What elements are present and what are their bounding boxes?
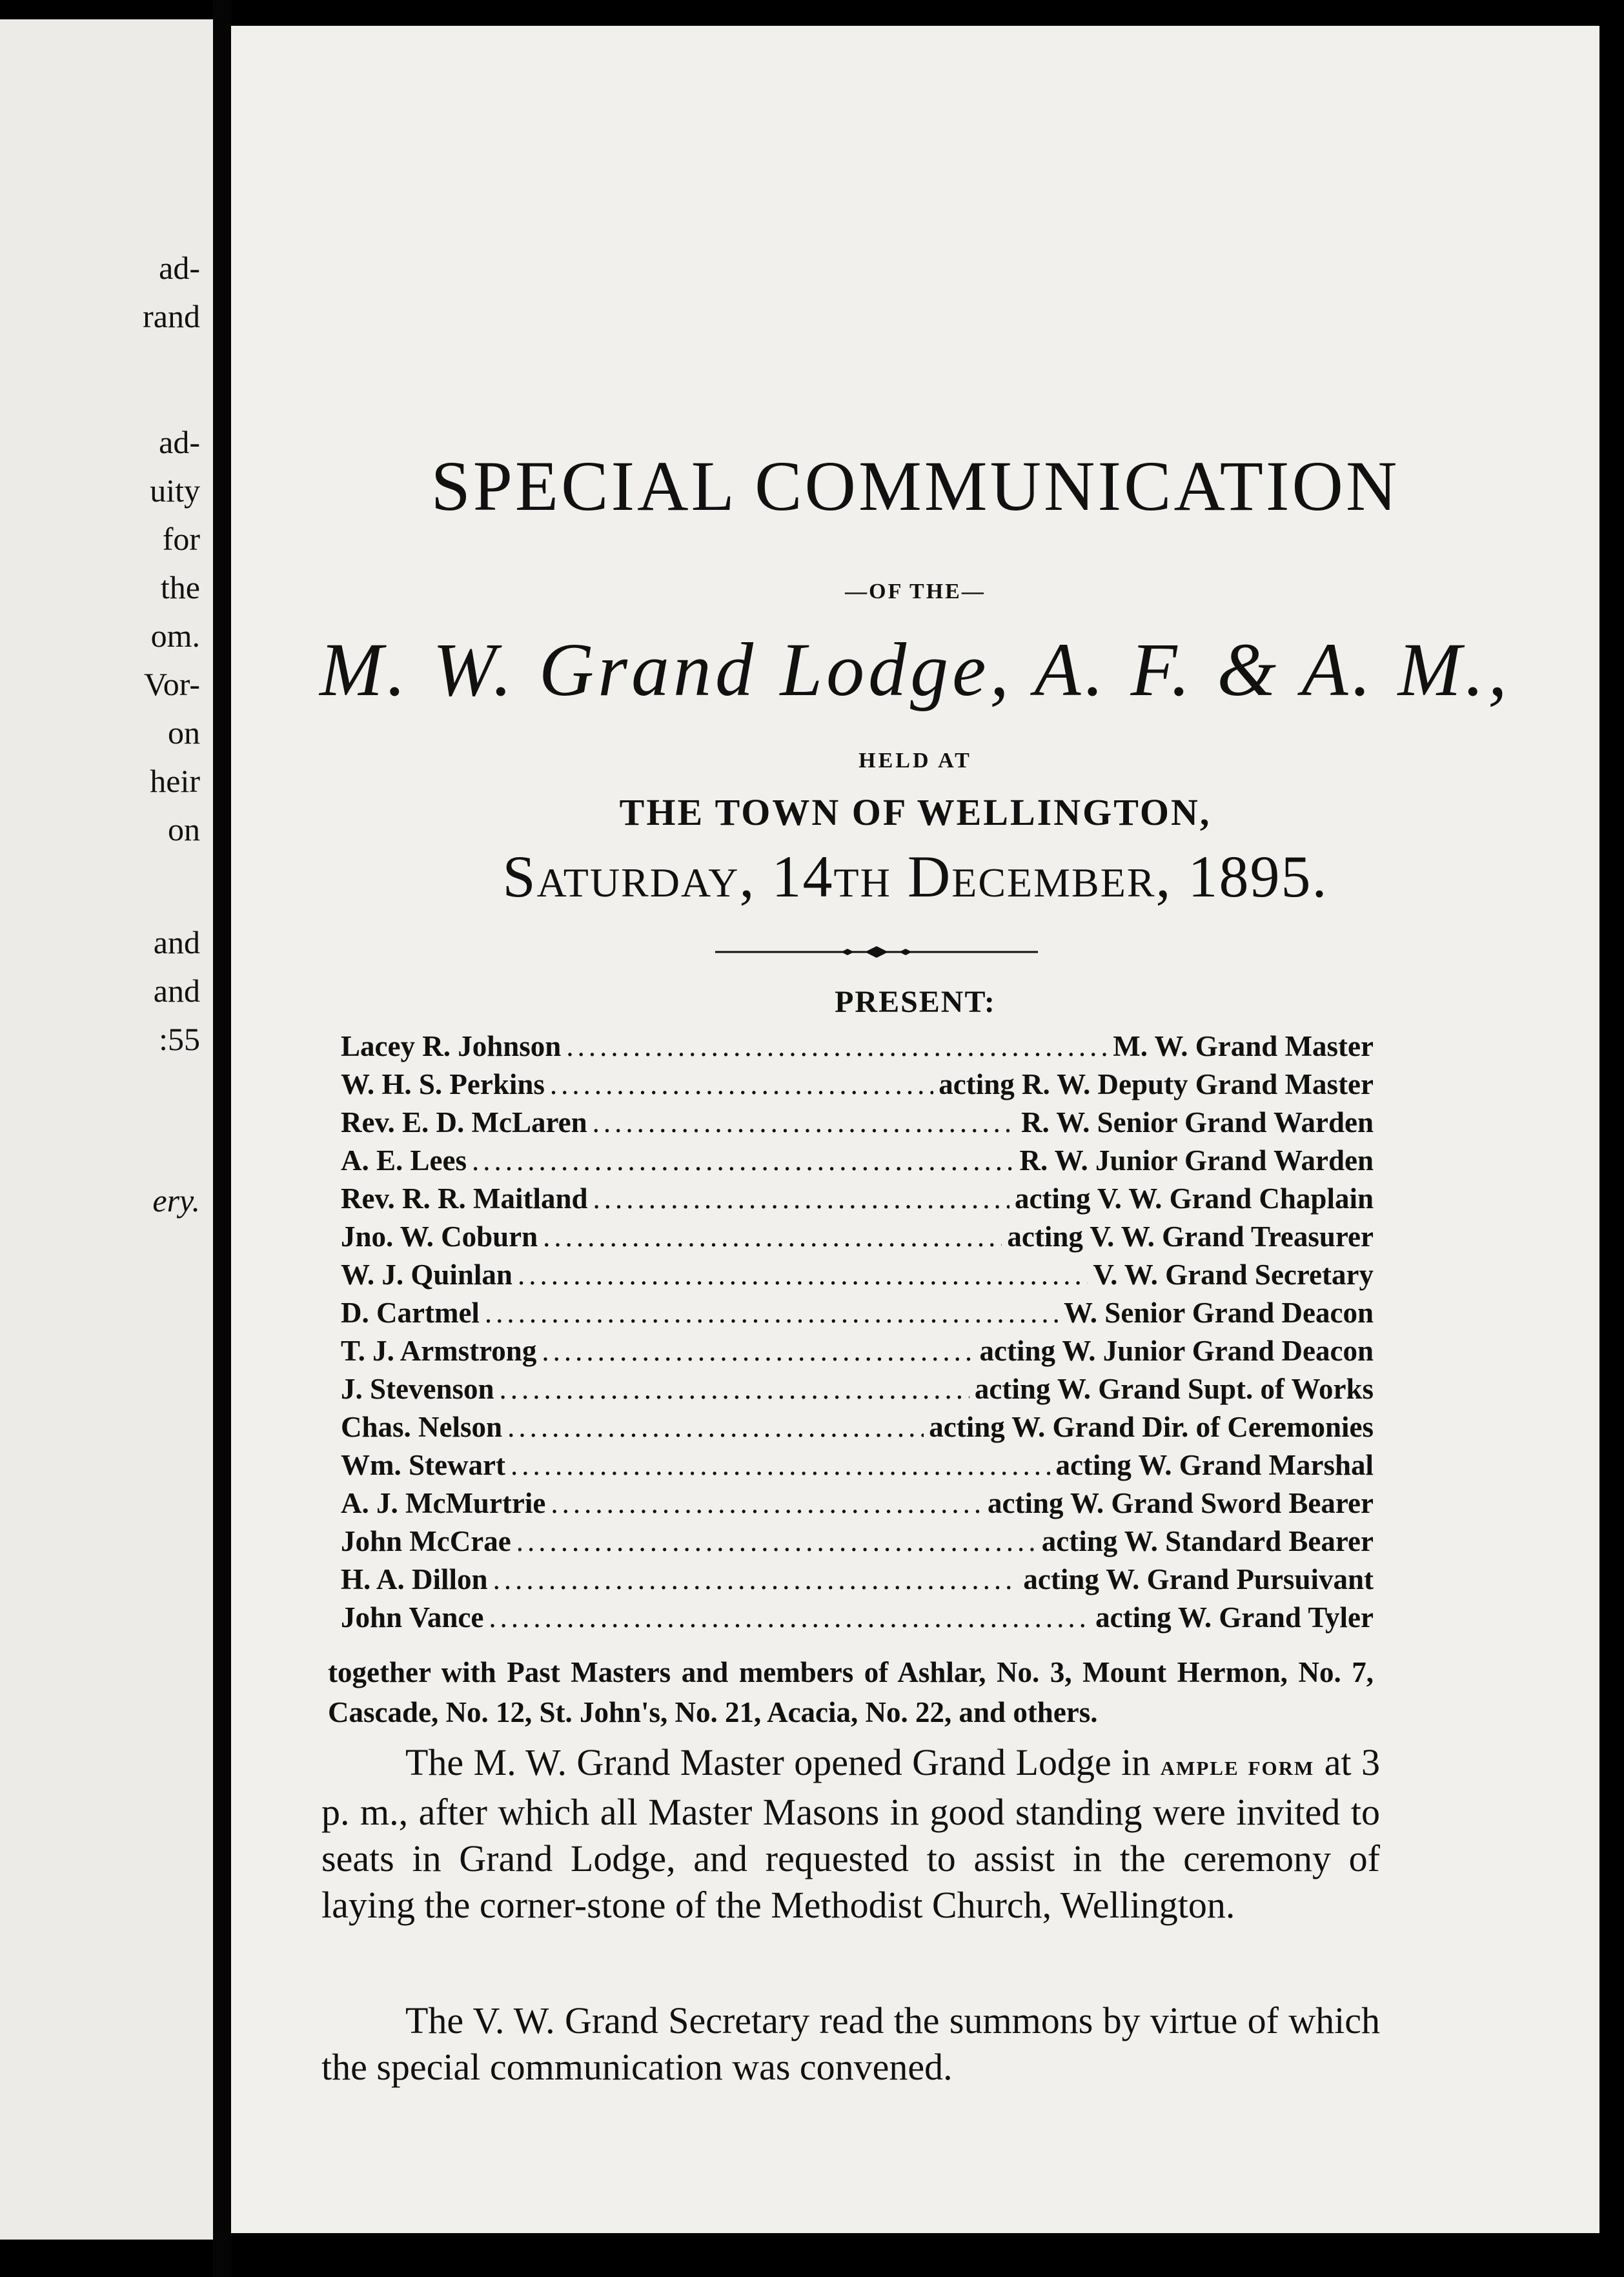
roster-row bbox=[341, 1068, 1374, 1106]
leader-dots bbox=[511, 1448, 1051, 1482]
left-page-line: and bbox=[153, 924, 200, 960]
leader-dots bbox=[550, 1068, 933, 1101]
roster-row bbox=[341, 1296, 1374, 1334]
roster-row bbox=[341, 1144, 1374, 1182]
leader-dots bbox=[518, 1258, 1088, 1291]
roster-row bbox=[341, 1524, 1374, 1563]
left-page-line: for bbox=[162, 521, 200, 557]
left-page-line: ad- bbox=[159, 424, 200, 460]
officer-office: acting W. Grand Tyler bbox=[1095, 1601, 1374, 1634]
officer-name: Chas. Nelson bbox=[341, 1411, 503, 1443]
left-page-line: on bbox=[168, 714, 200, 751]
meeting-date-text: Saturday, 14th December, 1895. bbox=[502, 844, 1328, 909]
leader-dots bbox=[542, 1334, 974, 1368]
roster-row bbox=[341, 1029, 1374, 1068]
officer-office: acting W. Grand Sword Bearer bbox=[988, 1487, 1374, 1519]
officer-office: acting V. W. Grand Chaplain bbox=[1014, 1182, 1374, 1215]
officer-roster bbox=[341, 1029, 1374, 1639]
roster-row bbox=[341, 1106, 1374, 1144]
roster-row bbox=[341, 1448, 1374, 1486]
roster-row bbox=[341, 1182, 1374, 1220]
left-page-line: the bbox=[160, 569, 200, 605]
leader-dots bbox=[485, 1296, 1059, 1330]
body-paragraph bbox=[321, 1739, 1380, 1928]
leader-dots bbox=[493, 1563, 1019, 1596]
roster-row bbox=[341, 1410, 1374, 1448]
main-page bbox=[231, 26, 1599, 2233]
leader-dots bbox=[500, 1372, 969, 1406]
officer-office: acting W. Grand Supt. of Works bbox=[974, 1373, 1374, 1405]
previous-page-fragment bbox=[0, 19, 213, 2240]
officer-name: Rev. E. D. McLaren bbox=[341, 1106, 587, 1138]
leader-dots bbox=[516, 1524, 1037, 1558]
officer-name: A. J. McMurtrie bbox=[341, 1487, 546, 1519]
body-paragraph: The V. W. Grand Secretary read the summons by virtue of which the special communication was convened. bbox=[321, 1999, 1380, 2088]
leader-dots bbox=[593, 1182, 1010, 1215]
officer-name: J. Stevenson bbox=[341, 1373, 494, 1405]
officer-name: Jno. W. Coburn bbox=[341, 1220, 538, 1253]
officer-name: W. H. S. Perkins bbox=[341, 1068, 545, 1100]
roster-row bbox=[341, 1220, 1374, 1258]
officer-name: Rev. R. R. Maitland bbox=[341, 1182, 588, 1215]
left-page-line: on bbox=[168, 811, 200, 847]
officer-name: W. J. Quinlan bbox=[341, 1259, 513, 1291]
officer-office: R. W. Junior Grand Warden bbox=[1019, 1144, 1374, 1177]
officer-office: M. W. Grand Master bbox=[1113, 1030, 1374, 1062]
officer-name: John Vance bbox=[341, 1601, 484, 1634]
leader-dots bbox=[472, 1144, 1014, 1177]
roster-row bbox=[341, 1486, 1374, 1524]
left-page-line: ery. bbox=[152, 1182, 200, 1219]
officer-name: A. E. Lees bbox=[341, 1144, 467, 1177]
officer-name: Wm. Stewart bbox=[341, 1449, 505, 1481]
roster-row bbox=[341, 1601, 1374, 1639]
left-page-line: om. bbox=[150, 618, 200, 654]
paragraph-smallcaps-term: ample form bbox=[1160, 1750, 1315, 1781]
book-gutter bbox=[213, 0, 231, 2277]
town-name: THE TOWN OF WELLINGTON, bbox=[619, 791, 1212, 833]
roster-row bbox=[341, 1334, 1374, 1372]
paragraph-text: The M. W. Grand Master opened Grand Lodge in bbox=[405, 1741, 1151, 1783]
officer-office: acting W. Grand Marshal bbox=[1055, 1449, 1374, 1481]
subtitle-of-the: —OF THE— bbox=[845, 580, 986, 603]
left-page-line: :55 bbox=[159, 1021, 200, 1057]
left-page-line: Vor- bbox=[144, 666, 200, 702]
leader-dots bbox=[551, 1486, 982, 1520]
present-heading: PRESENT: bbox=[835, 985, 996, 1019]
held-at-label: HELD AT bbox=[858, 749, 972, 773]
lodges-present-note: together with Past Masters and members of Ashlar, No. 3, Mount Hermon, No. 7, Cascade, No. 12, St. John's, No. 21, Acacia, No. 22, and others. bbox=[328, 1656, 1374, 1728]
officer-office: V. W. Grand Secretary bbox=[1093, 1259, 1374, 1291]
ornamental-divider bbox=[715, 942, 1038, 962]
officer-name: D. Cartmel bbox=[341, 1297, 480, 1329]
left-page-line: rand bbox=[143, 298, 200, 334]
roster-row bbox=[341, 1563, 1374, 1601]
page-title: SPECIAL COMMUNICATION bbox=[431, 447, 1400, 525]
officer-name: H. A. Dillon bbox=[341, 1563, 488, 1595]
officer-name: Lacey R. Johnson bbox=[341, 1030, 562, 1062]
roster-row bbox=[341, 1372, 1374, 1410]
meeting-date bbox=[231, 842, 1599, 911]
officer-office: W. Senior Grand Deacon bbox=[1063, 1297, 1374, 1329]
roster-row bbox=[341, 1258, 1374, 1296]
left-page-line: and bbox=[153, 973, 200, 1009]
left-page-line: heir bbox=[150, 763, 200, 799]
leader-dots bbox=[489, 1601, 1090, 1634]
officer-office: acting W. Grand Dir. of Ceremonies bbox=[929, 1411, 1374, 1443]
officer-office: acting V. W. Grand Treasurer bbox=[1007, 1220, 1374, 1253]
leader-dots bbox=[593, 1106, 1016, 1139]
officer-office: R. W. Senior Grand Warden bbox=[1021, 1106, 1374, 1138]
officer-office: acting W. Junior Grand Deacon bbox=[979, 1335, 1374, 1367]
officer-office: acting W. Grand Pursuivant bbox=[1023, 1563, 1374, 1595]
leader-dots bbox=[543, 1220, 1002, 1253]
left-page-line: ad- bbox=[159, 250, 200, 286]
leader-dots bbox=[507, 1410, 924, 1444]
officer-office: acting R. W. Deputy Grand Master bbox=[939, 1068, 1374, 1100]
paragraph-text: at 3 p. m., after which all Master Masons in good standing were invited to seats in Grand Lodge, and requested to assist in the ceremony of laying the corner-stone of the Methodist Church, Wellington. bbox=[321, 1741, 1381, 1926]
officer-name: John McCrae bbox=[341, 1525, 511, 1557]
lodge-name: M. W. Grand Lodge, A. F. & A. M., bbox=[320, 627, 1511, 712]
leader-dots bbox=[566, 1029, 1108, 1063]
left-page-line: uity bbox=[150, 472, 200, 509]
officer-name: T. J. Armstrong bbox=[341, 1335, 537, 1367]
officer-office: acting W. Standard Bearer bbox=[1041, 1525, 1374, 1557]
